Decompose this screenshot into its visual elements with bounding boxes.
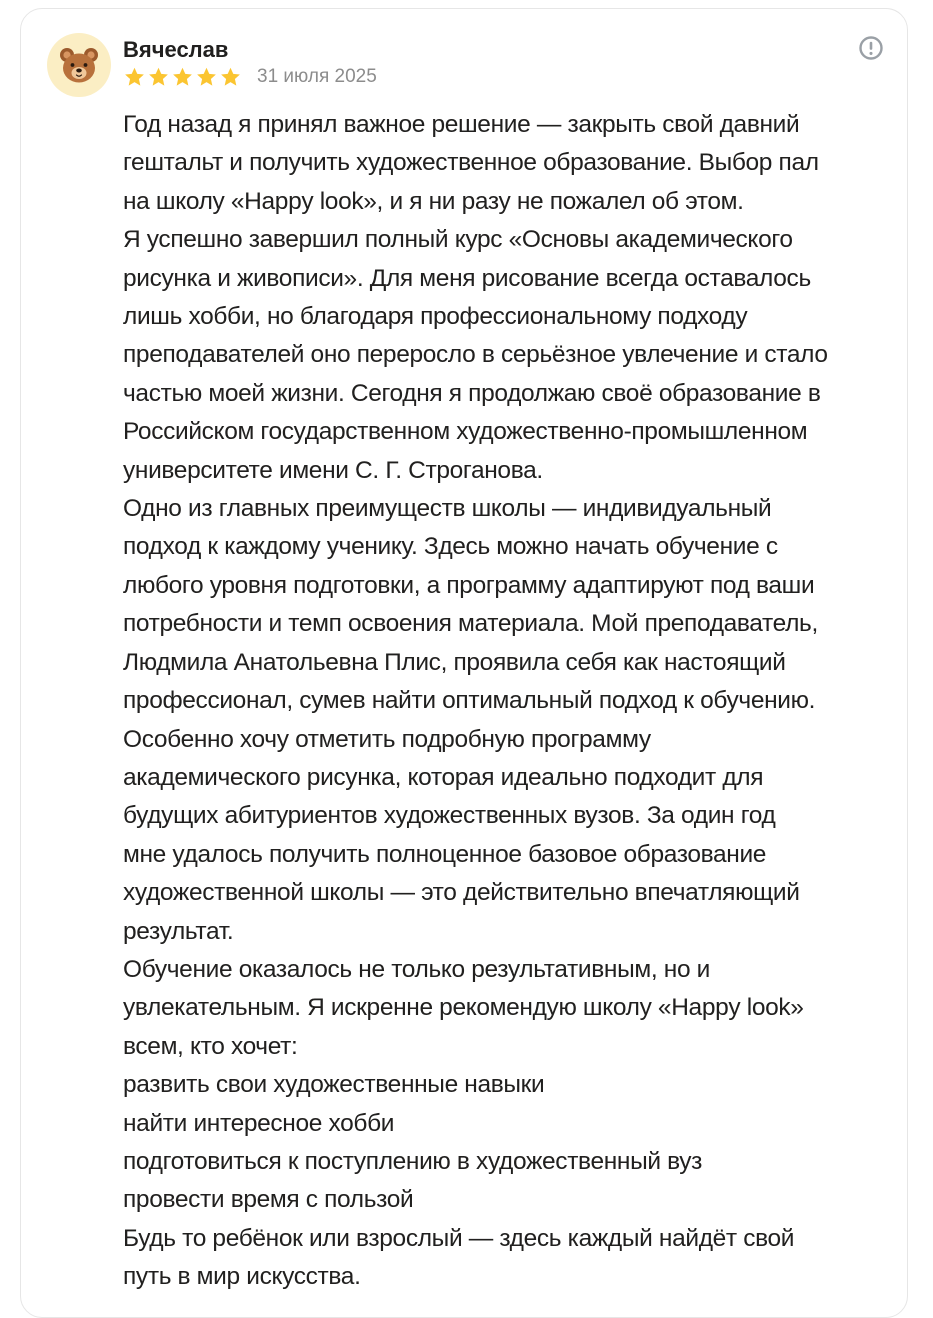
- star-icon: [171, 66, 194, 88]
- exclamation-circle-icon: [858, 35, 884, 61]
- review-text-line: мне удалось получить полноценное базовое образование: [123, 840, 767, 868]
- review-text-line: лишь хобби, но благодаря профессиональному подходу: [123, 303, 748, 331]
- review-text-line: Обучение оказалось не только результативным, но и: [123, 955, 711, 983]
- review-text-line: университете имени С. Г. Строганова.: [123, 456, 543, 484]
- star-icon: [219, 66, 242, 88]
- author-avatar[interactable]: [47, 33, 111, 97]
- review-text-line: Одно из главных преимуществ школы — индивидуальный: [123, 495, 772, 523]
- review-text: [123, 106, 893, 1297]
- review-text-line: результат.: [123, 917, 234, 945]
- review-card: [20, 8, 908, 1318]
- review-text-line: подход к каждому ученику. Здесь можно начать обучение с: [123, 533, 778, 561]
- star-icon: [123, 66, 146, 88]
- review-text-line: найти интересное хобби: [123, 1109, 395, 1137]
- review-text-line: Российском государственном художественно-промышленном: [123, 418, 808, 446]
- review-text-line: будущих абитуриентов художественных вузов. За один год: [123, 802, 776, 830]
- review-text-line: Людмила Анатольевна Плис, проявила себя как настоящий: [123, 648, 786, 676]
- review-text-line: гештальт и получить художественное образование. Выбор пал: [123, 149, 819, 177]
- review-text-line: потребности и темп освоения материала. Мой преподаватель,: [123, 610, 818, 638]
- review-text-line: Будь то ребёнок или взрослый — здесь каждый найдёт свой: [123, 1224, 795, 1252]
- review-text-line: преподавателей оно переросло в серьёзное увлечение и стало: [123, 341, 828, 369]
- star-icon: [147, 66, 170, 88]
- review-text-line: Год назад я принял важное решение — закрыть свой давний: [123, 111, 800, 138]
- review-text-line: развить свои художественные навыки: [123, 1071, 545, 1099]
- bear-face-icon: [47, 33, 111, 97]
- review-text-line: Особенно хочу отметить подробную программу: [123, 725, 651, 753]
- review-text-line: на школу «Happy look», и я ни разу не пожалел об этом.: [123, 187, 744, 215]
- author-name[interactable]: Вячеслав: [123, 37, 229, 62]
- rating-row: [123, 65, 377, 89]
- review-text-line: художественной школы — это действительно впечатляющий: [123, 879, 800, 907]
- review-text-line: рисунка и живописи». Для меня рисование всегда оставалось: [123, 264, 811, 292]
- review-text-line: частью моей жизни. Сегодня я продолжаю своё образование в: [123, 379, 821, 407]
- review-text-line: академического рисунка, которая идеально подходит для: [123, 763, 764, 791]
- review-date: 31 июля 2025: [257, 66, 377, 87]
- star-icon: [195, 66, 218, 88]
- review-text-line: подготовиться к поступлению в художественный вуз: [123, 1147, 703, 1175]
- review-text-line: профессионал, сумев найти оптимальный подход к обучению.: [123, 687, 816, 715]
- review-text-line: всем, кто хочет:: [123, 1032, 298, 1060]
- review-text-line: увлекательным. Я искренне рекомендую школу «Happy look»: [123, 994, 804, 1022]
- review-text-line: любого уровня подготовки, а программу адаптируют под ваши: [123, 571, 815, 599]
- review-text-line: Я успешно завершил полный курс «Основы академического: [123, 226, 793, 254]
- review-text-line: провести время с пользой: [123, 1186, 414, 1214]
- rating-stars: [123, 66, 242, 88]
- report-button[interactable]: [858, 35, 884, 61]
- review-text-line: путь в мир искусства.: [123, 1263, 361, 1291]
